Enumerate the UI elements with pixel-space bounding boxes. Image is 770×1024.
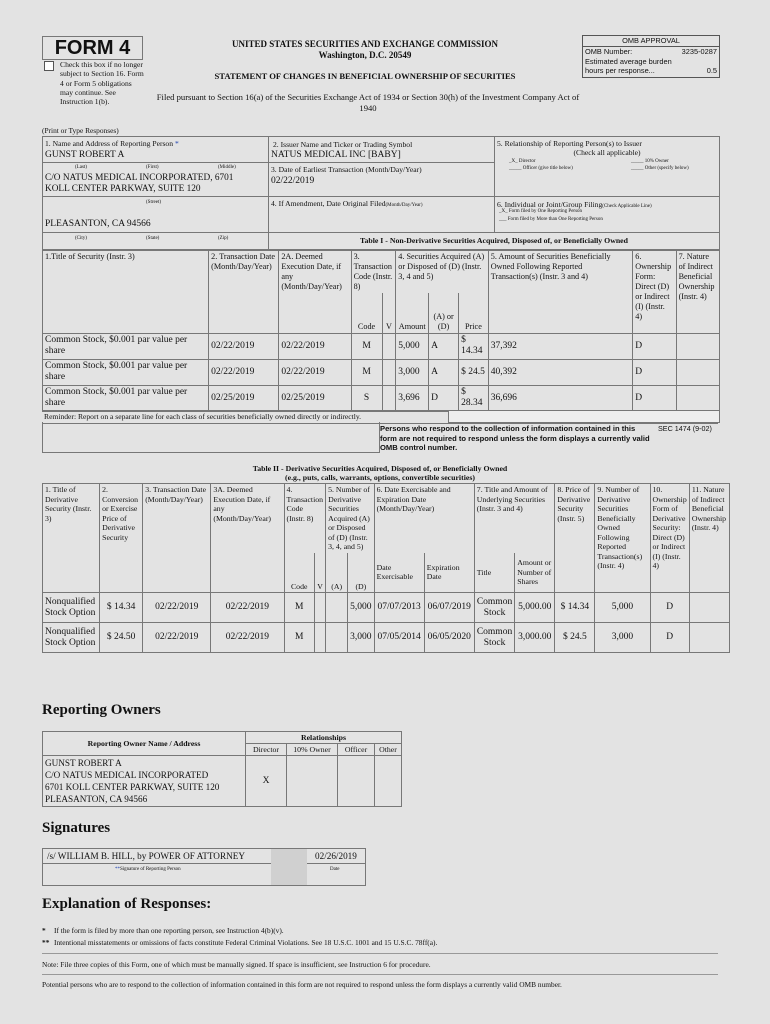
note1-mark: *: [42, 926, 46, 935]
t2-u-title: Common Stock: [474, 623, 514, 653]
reporting-owners-heading: Reporting Owners: [42, 702, 161, 718]
t1-price: $ 24.5: [461, 366, 485, 377]
t2-expiration: 06/05/2020: [424, 623, 474, 653]
t2-h-price: 8. Price of Derivative Security (Instr. 5): [555, 484, 595, 593]
t2-h-v: V: [314, 553, 325, 593]
signature-text: /s/ WILLIAM B. HILL, by POWER OF ATTORNEY: [47, 851, 245, 861]
t1-price-sym: $: [461, 387, 466, 397]
t2-h-code-sub: Code: [284, 553, 314, 593]
t2-h-u-title: Title: [474, 553, 514, 593]
no-longer-subject-checkbox[interactable]: [44, 61, 54, 71]
other-header: Other: [375, 744, 402, 756]
reporting-person-name: GUNST ROBERT A: [45, 150, 125, 160]
t1-title: Common Stock, $0.001 par value per share: [43, 333, 209, 359]
t2-h-code: 4. Transaction Code (Instr. 8): [284, 484, 326, 553]
officer-check: _____ Officer (give title below): [509, 166, 573, 171]
t2-exercisable: 07/07/2013: [374, 593, 424, 623]
t1-date: 02/22/2019: [209, 333, 279, 359]
t1-h-aord: (A) or (D): [429, 293, 459, 333]
sec-code: SEC 1474 (9-02): [658, 424, 712, 433]
t2-form: D: [650, 593, 689, 623]
t2-h-deemed: 3A. Deemed Execution Date, if any (Month/Day/Year): [211, 484, 284, 593]
t2-d: 5,000: [348, 593, 374, 623]
t1-deemed: 02/22/2019: [279, 359, 351, 385]
director-check: _X_ Director: [509, 159, 536, 164]
t2-v: [314, 593, 325, 623]
filed-by-more: ___ Form filed by More than One Reporting Person: [499, 217, 603, 222]
omb-number: 3235-0287: [681, 47, 717, 56]
signature-block: [42, 848, 366, 886]
section1-label: 1. Name and Address of Reporting Person: [45, 139, 174, 148]
print-or-type: (Print or Type Responses): [42, 126, 119, 135]
city-label: (City): [75, 236, 87, 241]
agency-location: Washington, D.C. 20549: [318, 50, 412, 60]
t1-price: 28.34: [461, 398, 483, 408]
director-header: Director: [246, 744, 287, 756]
omb-number-label: OMB Number:: [585, 47, 633, 56]
reporting-owners-table: [42, 731, 402, 807]
table1-title: Table I - Non-Derivative Securities Acquired, Disposed of, or Beneficially Owned: [360, 236, 628, 245]
t2-price: $ 24.50: [100, 623, 143, 653]
other-check: _____ Other (specify below): [631, 166, 689, 171]
t2-h-owned: 9. Number of Derivative Securities Beneficially Owned Following Reported Transaction(s) (Instr. 4): [595, 484, 650, 593]
earliest-transaction-date: 02/22/2019: [271, 176, 315, 186]
t2-d-price: $ 24.5: [555, 623, 595, 653]
t2-h-number: 5. Number of Derivative Securities Acquired (A) or Disposed of (D) (Instr. 3, 4, and 5): [326, 484, 374, 553]
t2-v: [314, 623, 325, 653]
t1-price-sym: $: [461, 335, 466, 345]
t1-v: [382, 385, 396, 411]
note3: Note: File three copies of this Form, one of which must be manually signed. If space is insufficient, see Instruction 6 for procedure.: [42, 960, 431, 969]
t2-nature: [689, 623, 729, 653]
t1-h-code-sub: Code: [351, 293, 382, 333]
t1-amount: 5,000: [396, 333, 429, 359]
t1-h-amount: Amount: [396, 293, 429, 333]
t2-nature: [689, 593, 729, 623]
t2-code: M: [284, 623, 314, 653]
t2-h-exercisable: 6. Date Exercisable and Expiration Date (Month/Day/Year): [374, 484, 474, 553]
section3-label: 3. Date of Earliest Transaction (Month/Day/Year): [271, 165, 422, 174]
t2-d-price: $ 14.34: [555, 593, 595, 623]
checkbox-text: Check this box if no longer subject to Section 16. Form 4 or Form 5 obligations may continue. See Instruction 1(b).: [60, 60, 144, 107]
t1-v: [382, 333, 396, 359]
t2-d: 3,000: [348, 623, 374, 653]
t1-h-deemed: 2A. Deemed Execution Date, if any (Month/Day/Year): [279, 251, 351, 334]
t2-owned: 3,000: [595, 623, 650, 653]
table1-row: [43, 333, 720, 359]
section1-star: *: [174, 139, 179, 148]
issuer-name: NATUS MEDICAL INC [BABY]: [271, 150, 401, 160]
reminder-text: Reminder: Report on a separate line for each class of securities beneficially owned directly or indirectly.: [44, 412, 362, 421]
t1-h-acquired: 4. Securities Acquired (A) or Disposed of (D) (Instr. 3, 4 and 5): [396, 251, 488, 294]
officer-header: Officer: [338, 744, 375, 756]
t1-aord: A: [429, 333, 459, 359]
omb-burden-label: Estimated average burden: [585, 57, 672, 66]
table2-title: Table II - Derivative Securities Acquired, Disposed of, or Beneficially Owned: [252, 464, 508, 473]
t1-v: [382, 359, 396, 385]
section5-sub: (Check all applicable): [573, 148, 641, 157]
t1-h-date: 2. Transaction Date (Month/Day/Year): [209, 251, 279, 334]
t1-nature: [676, 333, 719, 359]
t1-deemed: 02/22/2019: [279, 333, 351, 359]
t2-exercisable: 07/05/2014: [374, 623, 424, 653]
t2-deemed: 02/22/2019: [211, 623, 284, 653]
filed-pursuant: Filed pursuant to Section 16(a) of the Securities Exchange Act of 1934 or Section 30(h) of the Investment Company Act of 1940: [156, 92, 580, 113]
t2-h-conversion: 2. Conversion or Exercise Price of Derivative Security: [100, 484, 143, 593]
note2: Intentional misstatements or omissions of facts constitute Federal Criminal Violations. See 18 U.S.C. 1001 and 15 U.S.C. 78ff(a).: [54, 938, 438, 947]
t1-form: D: [633, 359, 676, 385]
t2-h-nature: 11. Nature of Indirect Beneficial Ownership (Instr. 4): [689, 484, 729, 593]
statement-title: STATEMENT OF CHANGES IN BENEFICIAL OWNERSHIP OF SECURITIES: [214, 71, 516, 81]
t1-title: Common Stock, $0.001 par value per share: [43, 385, 209, 411]
persons-note: Persons who respond to the collection of information contained in this form are not required to respond unless the form displays a currently valid OMB control number.: [380, 424, 650, 453]
form-title-box: [42, 36, 143, 60]
t2-form: D: [650, 623, 689, 653]
t2-owned: 5,000: [595, 593, 650, 623]
t2-h-a: (A): [326, 553, 348, 593]
date-label: Date: [330, 867, 340, 872]
section6-label: 6. Individual or Joint/Group Filing: [497, 200, 603, 209]
note1: If the form is filed by more than one reporting person, see Instruction 4(b)(v).: [54, 926, 284, 935]
t2-h-title: 1. Title of Derivative Security (Instr. 3): [43, 484, 100, 593]
t1-amount: 3,000: [396, 359, 429, 385]
t1-h-title: 1.Title of Security (Instr. 3): [43, 251, 209, 334]
t2-u-amount: 5,000.00: [515, 593, 555, 623]
zip-label: (Zip): [218, 236, 229, 241]
middle-label: (Middle): [218, 165, 236, 170]
t2-h-form: 10. Ownership Form of Derivative Security: Direct (D) or Indirect (I) (Instr. 4): [650, 484, 689, 593]
t1-h-price: Price: [459, 293, 489, 333]
form-title: FORM 4: [54, 37, 131, 59]
t1-date: 02/25/2019: [209, 385, 279, 411]
t2-date: 02/22/2019: [143, 593, 211, 623]
t1-h-form: 6. Ownership Form: Direct (D) or Indirect (I) (Instr. 4): [633, 251, 676, 334]
omb-approval-box: [582, 35, 720, 78]
section4-label: 4. If Amendment, Date Original Filed: [271, 199, 386, 208]
t2-h-u-amount: Amount or Number of Shares: [515, 553, 555, 593]
agency-name: UNITED STATES SECURITIES AND EXCHANGE COMMISSION: [232, 39, 498, 49]
t2-u-title: Common Stock: [474, 593, 514, 623]
t2-a: [326, 623, 348, 653]
t2-h-date: 3. Transaction Date (Month/Day/Year): [143, 484, 211, 593]
ten-pct-owner-check: _____ 10% Owner: [631, 159, 669, 164]
t2-h-underlying: 7. Title and Amount of Underlying Securities (Instr. 3 and 4): [474, 484, 555, 553]
t2-h-d: (D): [348, 553, 374, 593]
t1-price: 14.34: [461, 346, 483, 356]
table1: [42, 250, 720, 412]
owner-line: GUNST ROBERT A: [45, 758, 122, 768]
t1-deemed: 02/25/2019: [279, 385, 351, 411]
t2-h-date-ex: Date Exercisable: [374, 553, 424, 593]
table1-row: [43, 385, 720, 411]
note2-mark: **: [42, 938, 50, 947]
director-mark: X: [246, 756, 287, 807]
first-label: (First): [146, 165, 159, 170]
t1-h-v: V: [382, 293, 396, 333]
section4-sub: (Month/Day/Year): [385, 203, 423, 208]
section6-sub: (Check Applicable Line): [602, 204, 652, 209]
explanation-heading: Explanation of Responses:: [42, 896, 212, 912]
table2-row: [43, 593, 730, 623]
street-line-2: KOLL CENTER PARKWAY, SUITE 120: [45, 184, 201, 194]
t2-expiration: 06/07/2019: [424, 593, 474, 623]
owner-row: [43, 756, 402, 807]
street-label: (Street): [146, 200, 161, 205]
t1-title: Common Stock, $0.001 par value per share: [43, 359, 209, 385]
t2-deemed: 02/22/2019: [211, 593, 284, 623]
signature-date: 02/26/2019: [315, 851, 357, 861]
t1-nature: [676, 385, 719, 411]
t1-code: M: [351, 359, 382, 385]
ten-pct-header: 10% Owner: [287, 744, 338, 756]
t2-u-amount: 3,000.00: [515, 623, 555, 653]
table2-subtitle: (e.g., puts, calls, warrants, options, convertible securities): [285, 473, 475, 482]
t1-h-nature: 7. Nature of Indirect Beneficial Ownership (Instr. 4): [676, 251, 719, 334]
t1-aord: D: [429, 385, 459, 411]
t1-form: D: [633, 333, 676, 359]
table2-row: [43, 623, 730, 653]
omb-hours-label: hours per response...: [585, 66, 655, 75]
filed-by-one: _X_ Form filed by One Reporting Person: [499, 209, 583, 214]
owner-line: C/O NATUS MEDICAL INCORPORATED: [45, 770, 209, 780]
t2-title: Nonqualified Stock Option: [43, 593, 100, 623]
t1-owned: 37,392: [488, 333, 632, 359]
t1-aord: A: [429, 359, 459, 385]
section2-label: 2. Issuer Name and Ticker or Trading Symbol: [273, 140, 413, 149]
t2-date: 02/22/2019: [143, 623, 211, 653]
state-label: (State): [146, 236, 160, 241]
owner-name-header: Reporting Owner Name / Address: [43, 732, 246, 756]
t1-form: D: [633, 385, 676, 411]
t1-owned: 36,696: [488, 385, 632, 411]
omb-title: OMB APPROVAL: [583, 36, 719, 47]
t1-h-code: 3. Transaction Code (Instr. 8): [351, 251, 396, 294]
street-line-1: C/O NATUS MEDICAL INCORPORATED, 6701: [45, 173, 234, 183]
t1-date: 02/22/2019: [209, 359, 279, 385]
t2-title: Nonqualified Stock Option: [43, 623, 100, 653]
t1-h-owned: 5. Amount of Securities Beneficially Owned Following Reported Transaction(s) (Instr. 3 and 4): [488, 251, 632, 334]
owner-line: PLEASANTON, CA 94566: [45, 794, 148, 804]
signatures-heading: Signatures: [42, 820, 111, 836]
omb-hours: 0.5: [706, 66, 717, 75]
table2: [42, 483, 730, 653]
t1-code: M: [351, 333, 382, 359]
t2-a: [326, 593, 348, 623]
t1-nature: [676, 359, 719, 385]
relationships-header: Relationships: [246, 732, 402, 744]
t1-owned: 40,392: [488, 359, 632, 385]
table1-row: [43, 359, 720, 385]
t1-code: S: [351, 385, 382, 411]
t2-h-exp: Expiration Date: [424, 553, 474, 593]
t2-code: M: [284, 593, 314, 623]
t2-price: $ 14.34: [100, 593, 143, 623]
note4: Potential persons who are to respond to the collection of information contained in this form are not required to respond unless the form displays a currently valid OMB number.: [42, 980, 562, 989]
t1-amount: 3,696: [396, 385, 429, 411]
signature-label-mark: **: [115, 867, 120, 872]
city-state-zip: PLEASANTON, CA 94566: [45, 219, 151, 229]
last-label: (Last): [75, 165, 87, 170]
owner-line: 6701 KOLL CENTER PARKWAY, SUITE 120: [45, 782, 220, 792]
section5-label: 5. Relationship of Reporting Person(s) to Issuer: [497, 139, 642, 148]
signature-label: Signature of Reporting Person: [120, 867, 181, 872]
section-grid: [42, 136, 720, 250]
